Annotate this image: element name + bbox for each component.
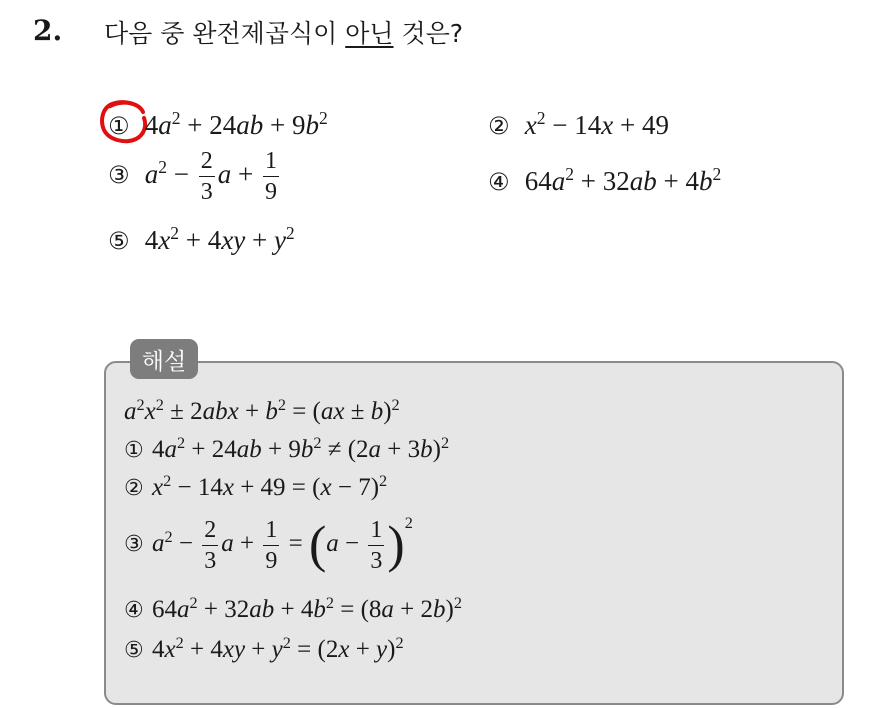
- choice-marker: ④: [488, 168, 510, 196]
- choice-2[interactable]: [488, 110, 669, 141]
- choice-expression: $x^2 - 14x + 49$: [524, 108, 669, 140]
- choice-5[interactable]: [108, 225, 295, 256]
- choice-marker: ②: [488, 112, 510, 140]
- choice-marker: ①: [108, 112, 130, 140]
- choice-expression: $a^2$ − $\frac{2}{3}$ a + $\frac{1}{9}$: [144, 148, 277, 205]
- solution-marker: ⑤: [124, 638, 144, 663]
- fraction: $\frac{1}{9}$: [265, 517, 278, 574]
- solution-line-1: ① $4a^2 + 24ab + 9b^2 \ne (2a + 3b)^2$: [124, 434, 450, 463]
- fraction: $\frac{2}{3}$: [204, 517, 217, 574]
- choice-marker: ③: [108, 160, 130, 189]
- fraction: $\frac{2}{3}$: [200, 148, 213, 205]
- solution-line-2: ② $x^2 - 14x + 49 = (x - 7)^2$: [124, 472, 388, 501]
- choice-expression: $64a^2 + 32ab + 4b^2$: [524, 164, 722, 196]
- solution-marker: ①: [124, 438, 144, 463]
- question-text: 다음 중 완전제곱식이 아닌 것은?: [104, 19, 464, 48]
- fraction: $\frac{1}{3}$: [370, 517, 383, 574]
- solution-line-formula: $a^2x^2 \pm 2abx + b^2 = (ax \pm b)^2$: [124, 396, 400, 425]
- fraction: $\frac{1}{9}$: [264, 148, 277, 205]
- solution-marker: ③: [124, 532, 144, 558]
- choice-4[interactable]: [488, 166, 721, 197]
- choice-marker: ⑤: [108, 227, 130, 255]
- solution-label: 해설: [130, 339, 198, 379]
- solution-marker: ②: [124, 476, 144, 501]
- choice-3[interactable]: [108, 149, 282, 204]
- choice-expression: $4a^2 + 24ab + 9b^2$: [144, 108, 328, 140]
- solution-line-4: ④ $64a^2 + 32ab + 4b^2 = (8a + 2b)^2$: [124, 594, 462, 623]
- question-number: 2.: [33, 14, 63, 47]
- solution-marker: ④: [124, 598, 144, 623]
- choice-expression: $4x^2 + 4xy + y^2$: [144, 223, 295, 255]
- underlined-word: 아닌: [345, 19, 394, 48]
- solution-line-3: ③ $a^2$ − $\frac{2}{3}$ a + $\frac{1}{9}$ = (a − $\frac{1}{3}$ )$^2$: [124, 514, 413, 574]
- choice-1[interactable]: [108, 110, 328, 141]
- solution-line-5: ⑤ $4x^2 + 4xy + y^2 = (2x + y)^2$: [124, 634, 404, 663]
